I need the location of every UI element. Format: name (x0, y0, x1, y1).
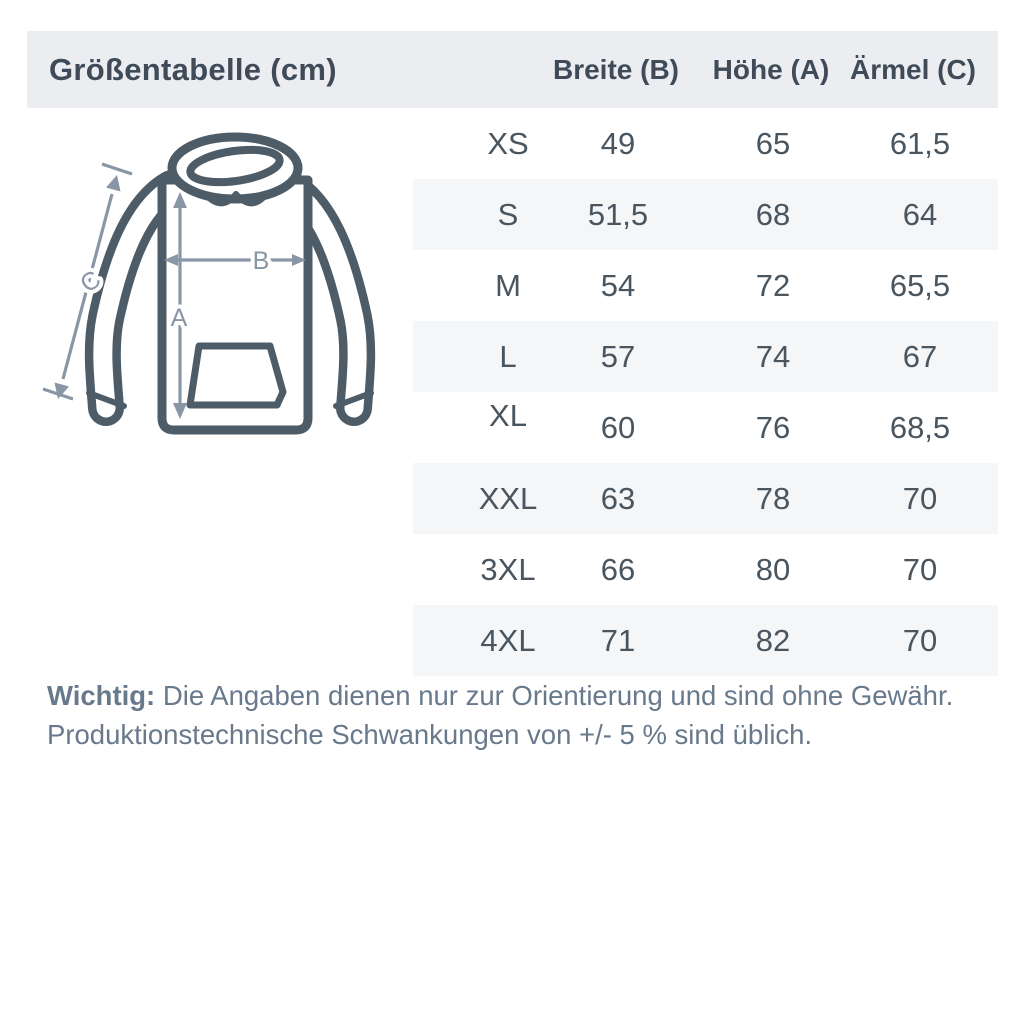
size-label: 4XL (480, 622, 536, 658)
dimension-label-b: B (252, 247, 270, 275)
breite-value: 63 (600, 480, 636, 516)
page-title: Größentabelle (cm) (49, 51, 337, 87)
hoehe-value: 72 (755, 267, 791, 303)
pocket-outline (190, 346, 283, 405)
aermel-value: 70 (902, 480, 938, 516)
size-label: M (495, 267, 521, 303)
dimension-tick-top (102, 164, 132, 174)
breite-value: 66 (600, 551, 636, 587)
aermel-value: 64 (902, 196, 938, 232)
table-row (413, 392, 998, 463)
hoodie-measurement-diagram (40, 118, 420, 448)
breite-value: 54 (600, 267, 636, 303)
column-header-aermel: Ärmel (C) (849, 53, 977, 85)
breite-value: 49 (600, 125, 636, 161)
table-header-band (27, 31, 998, 108)
size-label: S (497, 196, 519, 232)
size-label: XL (489, 397, 527, 433)
table-row (413, 605, 998, 676)
disclaimer-line2: Produktionstechnische Schwankungen von +/- 5 % sind üblich. (47, 719, 813, 750)
column-header-breite: Breite (B) (552, 53, 680, 85)
dimension-label-a: A (170, 304, 188, 332)
hoehe-value: 65 (755, 125, 791, 161)
size-label: XXL (478, 480, 538, 516)
disclaimer-note (47, 676, 977, 754)
breite-value: 51,5 (587, 196, 649, 232)
table-row (413, 179, 998, 250)
aermel-value: 70 (902, 622, 938, 658)
aermel-value: 67 (902, 338, 938, 374)
hoehe-value: 78 (755, 480, 791, 516)
breite-value: 60 (600, 409, 636, 445)
hoehe-value: 74 (755, 338, 791, 374)
disclaimer-bold-prefix: Wichtig: (47, 680, 156, 711)
aermel-value: 70 (902, 551, 938, 587)
column-header-hoehe: Höhe (A) (712, 53, 830, 85)
table-row (413, 108, 998, 179)
table-row (413, 321, 998, 392)
aermel-value: 61,5 (889, 125, 951, 161)
table-row (413, 463, 998, 534)
breite-value: 57 (600, 338, 636, 374)
table-row (413, 534, 998, 605)
hoehe-value: 82 (755, 622, 791, 658)
hoehe-value: 68 (755, 196, 791, 232)
size-label: XS (487, 125, 529, 161)
hoehe-value: 80 (755, 551, 791, 587)
table-row (413, 250, 998, 321)
size-label: L (499, 338, 517, 374)
size-table (413, 108, 998, 676)
disclaimer-line1: Die Angaben dienen nur zur Orientierung und sind ohne Gewähr. (155, 680, 954, 711)
breite-value: 71 (600, 622, 636, 658)
hoehe-value: 76 (755, 409, 791, 445)
dimension-label-c: C (75, 265, 107, 299)
size-label: 3XL (480, 551, 536, 587)
aermel-value: 68,5 (889, 409, 951, 445)
aermel-value: 65,5 (889, 267, 951, 303)
